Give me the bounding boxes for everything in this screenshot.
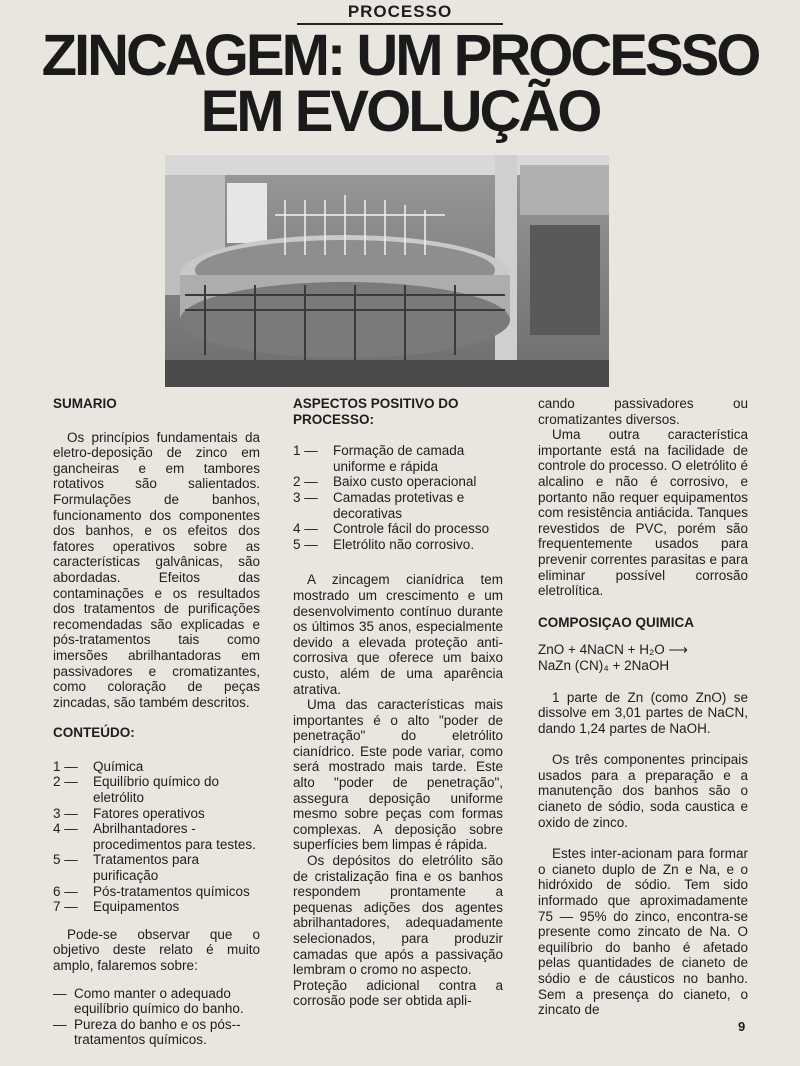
article-title [0,23,800,144]
list-item: 3 — Fatores operativos [53,805,205,821]
summary-paragraph: Os princípios fundamentais da eletro-deposição de zinco em gancheiras e em tambores rotativos são salientados. Formulações de banhos, funcionamento dos componentes dos banhos, e os efeitos dos fatores operativos sobre as características galvânicas, são abordadas. Efeitos das contaminações e os resultados dos tratamentos de purificações recomendadas são explicadas e pós-tratamentos tais como imersões abrilhantadoras em passivadores e cromatizantes, como coloração de peças zincadas, são também descritos. [53,429,260,710]
list-item: 7 — Equipamentos [53,899,180,915]
aspects-list [293,443,503,552]
body-paragraph: cando passivadores ou cromatizantes diversos. [538,396,748,427]
plating-line-image [165,155,609,387]
list-item: 1 — Formação de camada uniforme e rápida [293,443,465,474]
title-line-1: ZINCAGEM: UM PROCESSO [41,23,759,88]
list-item: 2 — Equilíbrio químico do eletrólito [53,774,220,806]
body-paragraph: Uma das características mais importantes é o alto "poder de penetração" do eletrólito cianídrico. Este pode variar, como será mostrado mais tarde. Este alto "poder de penetração", assegura deposição uniforme mesmo sobre peças com formas complexas. A deposição sobre superfícies bem limpas é rápida. [293,697,503,853]
list-item: 4 — Abrilhantadores - procedimentos para testes. [53,821,256,852]
factory-photo [165,155,609,387]
chemical-equation-line-2: NaZn (CN)₄ + 2NaOH [538,657,670,673]
list-item: 3 — Camadas protetivas e decorativas [293,489,465,521]
aspects-heading: ASPECTOS POSITIVO DO PROCESSO: [293,396,459,427]
body-paragraph: Proteção adicional contra a corrosão pode ser obtida apli- [293,977,503,1009]
section-label: PROCESSO [297,2,503,25]
list-item: 6 — Pós-tratamentos químicos [53,883,250,899]
list-item: 4 — Controle fácil do processo [293,521,490,537]
body-paragraph: 1 parte de Zn (como ZnO) se dissolve em 3,01 partes de NaCN, dando 1,24 partes de NaOH. [538,689,748,736]
body-paragraph: Os três componentes principais usados para a preparação e a manutenção dos banhos são o cianeto de sódio, soda caustica e oxido de zinco. [538,752,748,830]
column-2 [293,396,503,1009]
title-line-2: EM EVOLUÇÃO [200,79,600,144]
contents-list [53,759,260,915]
body-paragraph: Uma outra característica importante está na facilidade de controle do processo. O eletrólito é alcalino e não é corrosivo, e portanto não requer equipamentos com resistência antiácida. Tanques revestidos de PVC, porém são frequentemente usados para prevenir correntes parasitas e para eliminar possível corrosão eletrolítica. [538,427,748,599]
page-number: 9 [738,1019,746,1034]
body-paragraph: A zincagem cianídrica tem mostrado um crescimento e um desenvolvimento contínuo durante os últimos 35 anos, especialmente devido a elevada proteção anti-corrosiva que oferece um baixo custo, além de uma aparência atrativa. [293,572,503,697]
body-paragraph: Estes inter-acionam para formar o cianeto duplo de Zn e Na, e o hidróxido de sódio. Tem sido informado que aproximadamente 75 — 95% do zinco, encontra-se presente como zincato de Na. O equilíbrio do banho é afetado pelas quantidades de cianeto de sódio e de cáusticos no banho. Sem a presença do cianeto, o zincato de [538,846,748,1018]
list-item: 5 — Eletrólito não corrosivo. [293,536,475,552]
chemical-equation-line-1: ZnO + 4NaCN + H₂O ⟶ [538,642,688,658]
summary-heading: SUMARIO [53,396,117,411]
composition-heading: COMPOSIÇAO QUIMICA [538,614,695,630]
column-3 [538,396,748,1018]
list-item: — Pureza do banho e os pós--tratamentos químicos. [53,1016,241,1048]
intro-paragraph: Pode-se observar que o objetivo deste relato é muito amplo, falaremos sobre: [53,926,260,973]
contents-heading: CONTEÚDO: [53,725,135,741]
column-1 [53,396,260,1048]
list-item: 5 — Tratamentos para purificação [53,852,200,884]
list-item: 1 — Química [53,758,144,774]
list-item: 2 — Baixo custo operacional [293,474,477,490]
body-paragraph: Os depósitos do eletrólito são de cristalização fina e os banhos respondem prontamente a pequenas adições dos agentes abrilhantadores, adequadamente selecionados, para produzir camadas que após a passivação lembram o cromo no aspecto. [293,853,503,978]
list-item: — Como manter o adequado equilíbrio químico do banho. [53,985,244,1017]
